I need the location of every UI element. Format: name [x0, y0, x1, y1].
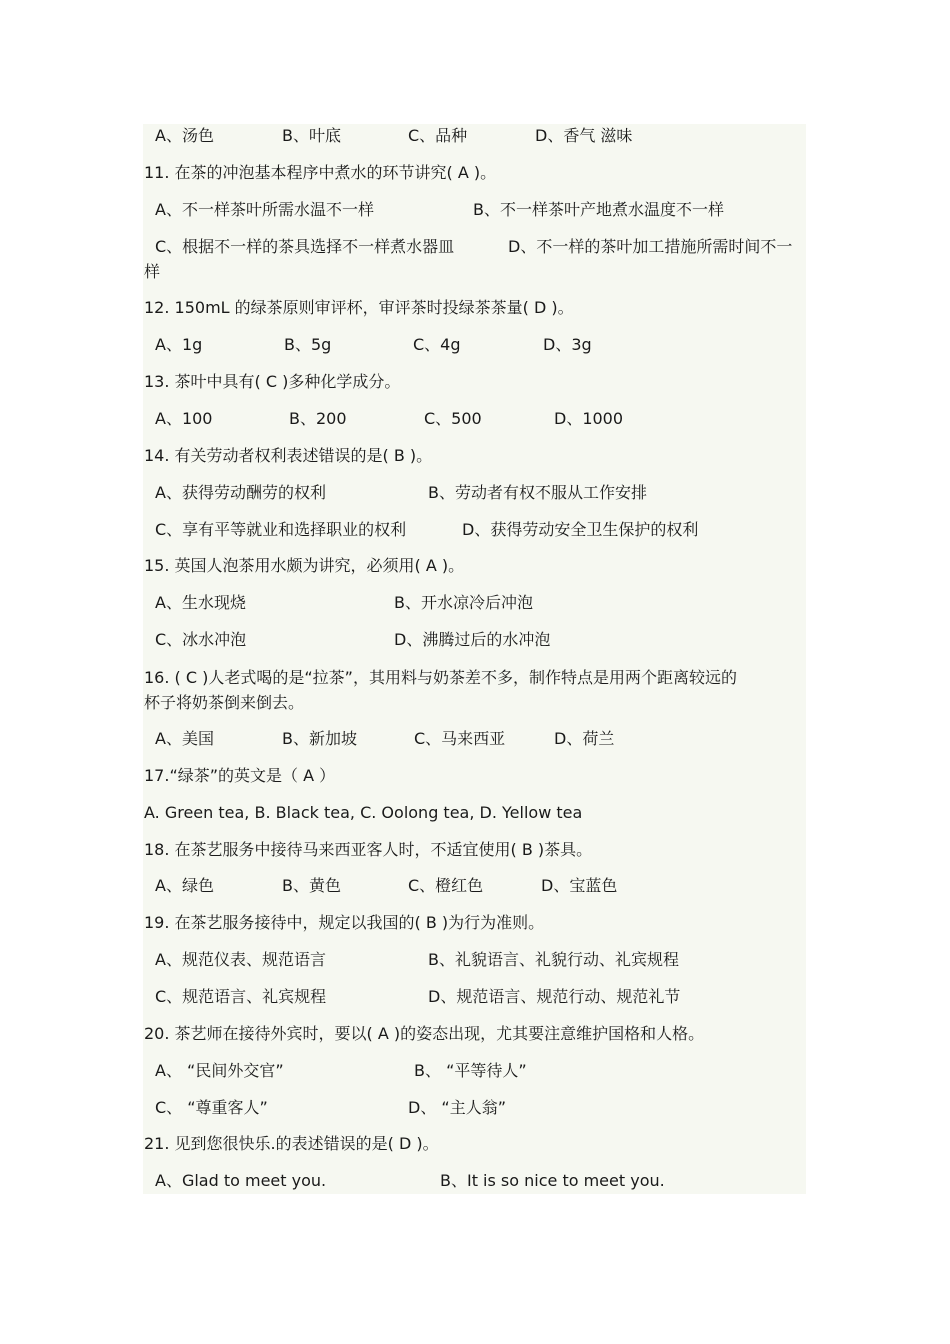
q13-option-c: C、500 — [424, 409, 482, 428]
q15-option-b: B、开水凉冷后冲泡 — [394, 593, 533, 612]
q16-option-b: B、新加坡 — [282, 729, 357, 748]
q10-option-b: B、叶底 — [282, 126, 341, 145]
q16-option-d: D、荷兰 — [554, 729, 615, 748]
q12-option-a: A、1g — [155, 335, 203, 354]
q11-option-d-wrap: 样 — [144, 262, 161, 281]
q11-option-c: C、根据不一样的茶具选择不一样煮水器皿 — [155, 237, 455, 256]
q12-option-b: B、5g — [284, 335, 332, 354]
q13-stem: 13. 茶叶中具有( C )多种化学成分。 — [144, 372, 401, 391]
q11-option-a: A、不一样茶叶所需水温不一样 — [155, 200, 374, 219]
q10-option-a: A、汤色 — [155, 126, 214, 145]
q19-option-d: D、规范语言、规范行动、规范礼节 — [428, 987, 681, 1006]
q20-option-d: D、 “主人翁” — [408, 1098, 506, 1117]
q14-option-b: B、劳动者有权不服从工作安排 — [428, 483, 647, 502]
q18-stem: 18. 在茶艺服务中接待马来西亚客人时，不适宜使用( B )茶具。 — [144, 840, 593, 859]
q12-option-d: D、3g — [543, 335, 592, 354]
q11-option-b: B、不一样茶叶产地煮水温度不一样 — [473, 200, 724, 219]
q10-option-c: C、品种 — [408, 126, 468, 145]
q13-option-a: A、100 — [155, 409, 213, 428]
q15-option-d: D、沸腾过后的水冲泡 — [394, 630, 551, 649]
q19-option-c: C、规范语言、礼宾规程 — [155, 987, 327, 1006]
q18-option-b: B、黄色 — [282, 876, 341, 895]
q16-stem-wrap: 杯子将奶茶倒来倒去。 — [144, 693, 305, 712]
q20-option-c: C、 “尊重客人” — [155, 1098, 268, 1117]
q16-option-c: C、马来西亚 — [414, 729, 506, 748]
q19-stem: 19. 在茶艺服务接待中，规定以我国的( B )为行为准则。 — [144, 913, 545, 932]
q20-option-b: B、 “平等待人” — [414, 1061, 527, 1080]
q12-stem: 12. 150mL 的绿茶原则审评杯，审评茶时投绿茶茶量( D )。 — [144, 298, 574, 317]
q17-stem: 17.“绿茶”的英文是（ A ） — [144, 766, 336, 785]
q15-option-a: A、生水现烧 — [155, 593, 246, 612]
q20-option-a: A、 “民间外交官” — [155, 1061, 284, 1080]
q19-option-a: A、规范仪表、规范语言 — [155, 950, 326, 969]
q18-option-a: A、绿色 — [155, 876, 214, 895]
q11-option-d: D、不一样的茶叶加工措施所需时间不一 — [508, 237, 793, 256]
q14-option-d: D、获得劳动安全卫生保护的权利 — [462, 520, 699, 539]
q17-options: A. Green tea, B. Black tea, C. Oolong tea, D. Yellow tea — [144, 803, 583, 822]
q12-option-c: C、4g — [413, 335, 461, 354]
q14-option-a: A、获得劳动酬劳的权利 — [155, 483, 326, 502]
question-content-area — [143, 124, 806, 1194]
q11-stem: 11. 在茶的冲泡基本程序中煮水的环节讲究( A )。 — [144, 163, 497, 182]
q18-option-c: C、橙红色 — [408, 876, 484, 895]
q13-option-b: B、200 — [289, 409, 347, 428]
q18-option-d: D、宝蓝色 — [541, 876, 618, 895]
q14-option-c: C、享有平等就业和选择职业的权利 — [155, 520, 407, 539]
q13-option-d: D、1000 — [554, 409, 624, 428]
q15-option-c: C、冰水冲泡 — [155, 630, 247, 649]
q16-stem: 16. ( C )人老式喝的是“拉茶”，其用料与奶茶差不多，制作特点是用两个距离较远的 — [144, 668, 737, 687]
q21-option-a: A、Glad to meet you. — [155, 1171, 327, 1190]
q20-stem: 20. 茶艺师在接待外宾时，要以( A )的姿态出现，尤其要注意维护国格和人格。 — [144, 1024, 705, 1043]
q14-stem: 14. 有关劳动者权利表述错误的是( B )。 — [144, 446, 433, 465]
q15-stem: 15. 英国人泡茶用水颇为讲究，必须用( A )。 — [144, 556, 465, 575]
q21-stem: 21. 见到您很快乐.的表述错误的是( D )。 — [144, 1134, 439, 1153]
q16-option-a: A、美国 — [155, 729, 214, 748]
q21-option-b: B、It is so nice to meet you. — [440, 1171, 665, 1190]
q10-option-d: D、香气 滋味 — [535, 126, 633, 145]
q19-option-b: B、礼貌语言、礼貌行动、礼宾规程 — [428, 950, 679, 969]
